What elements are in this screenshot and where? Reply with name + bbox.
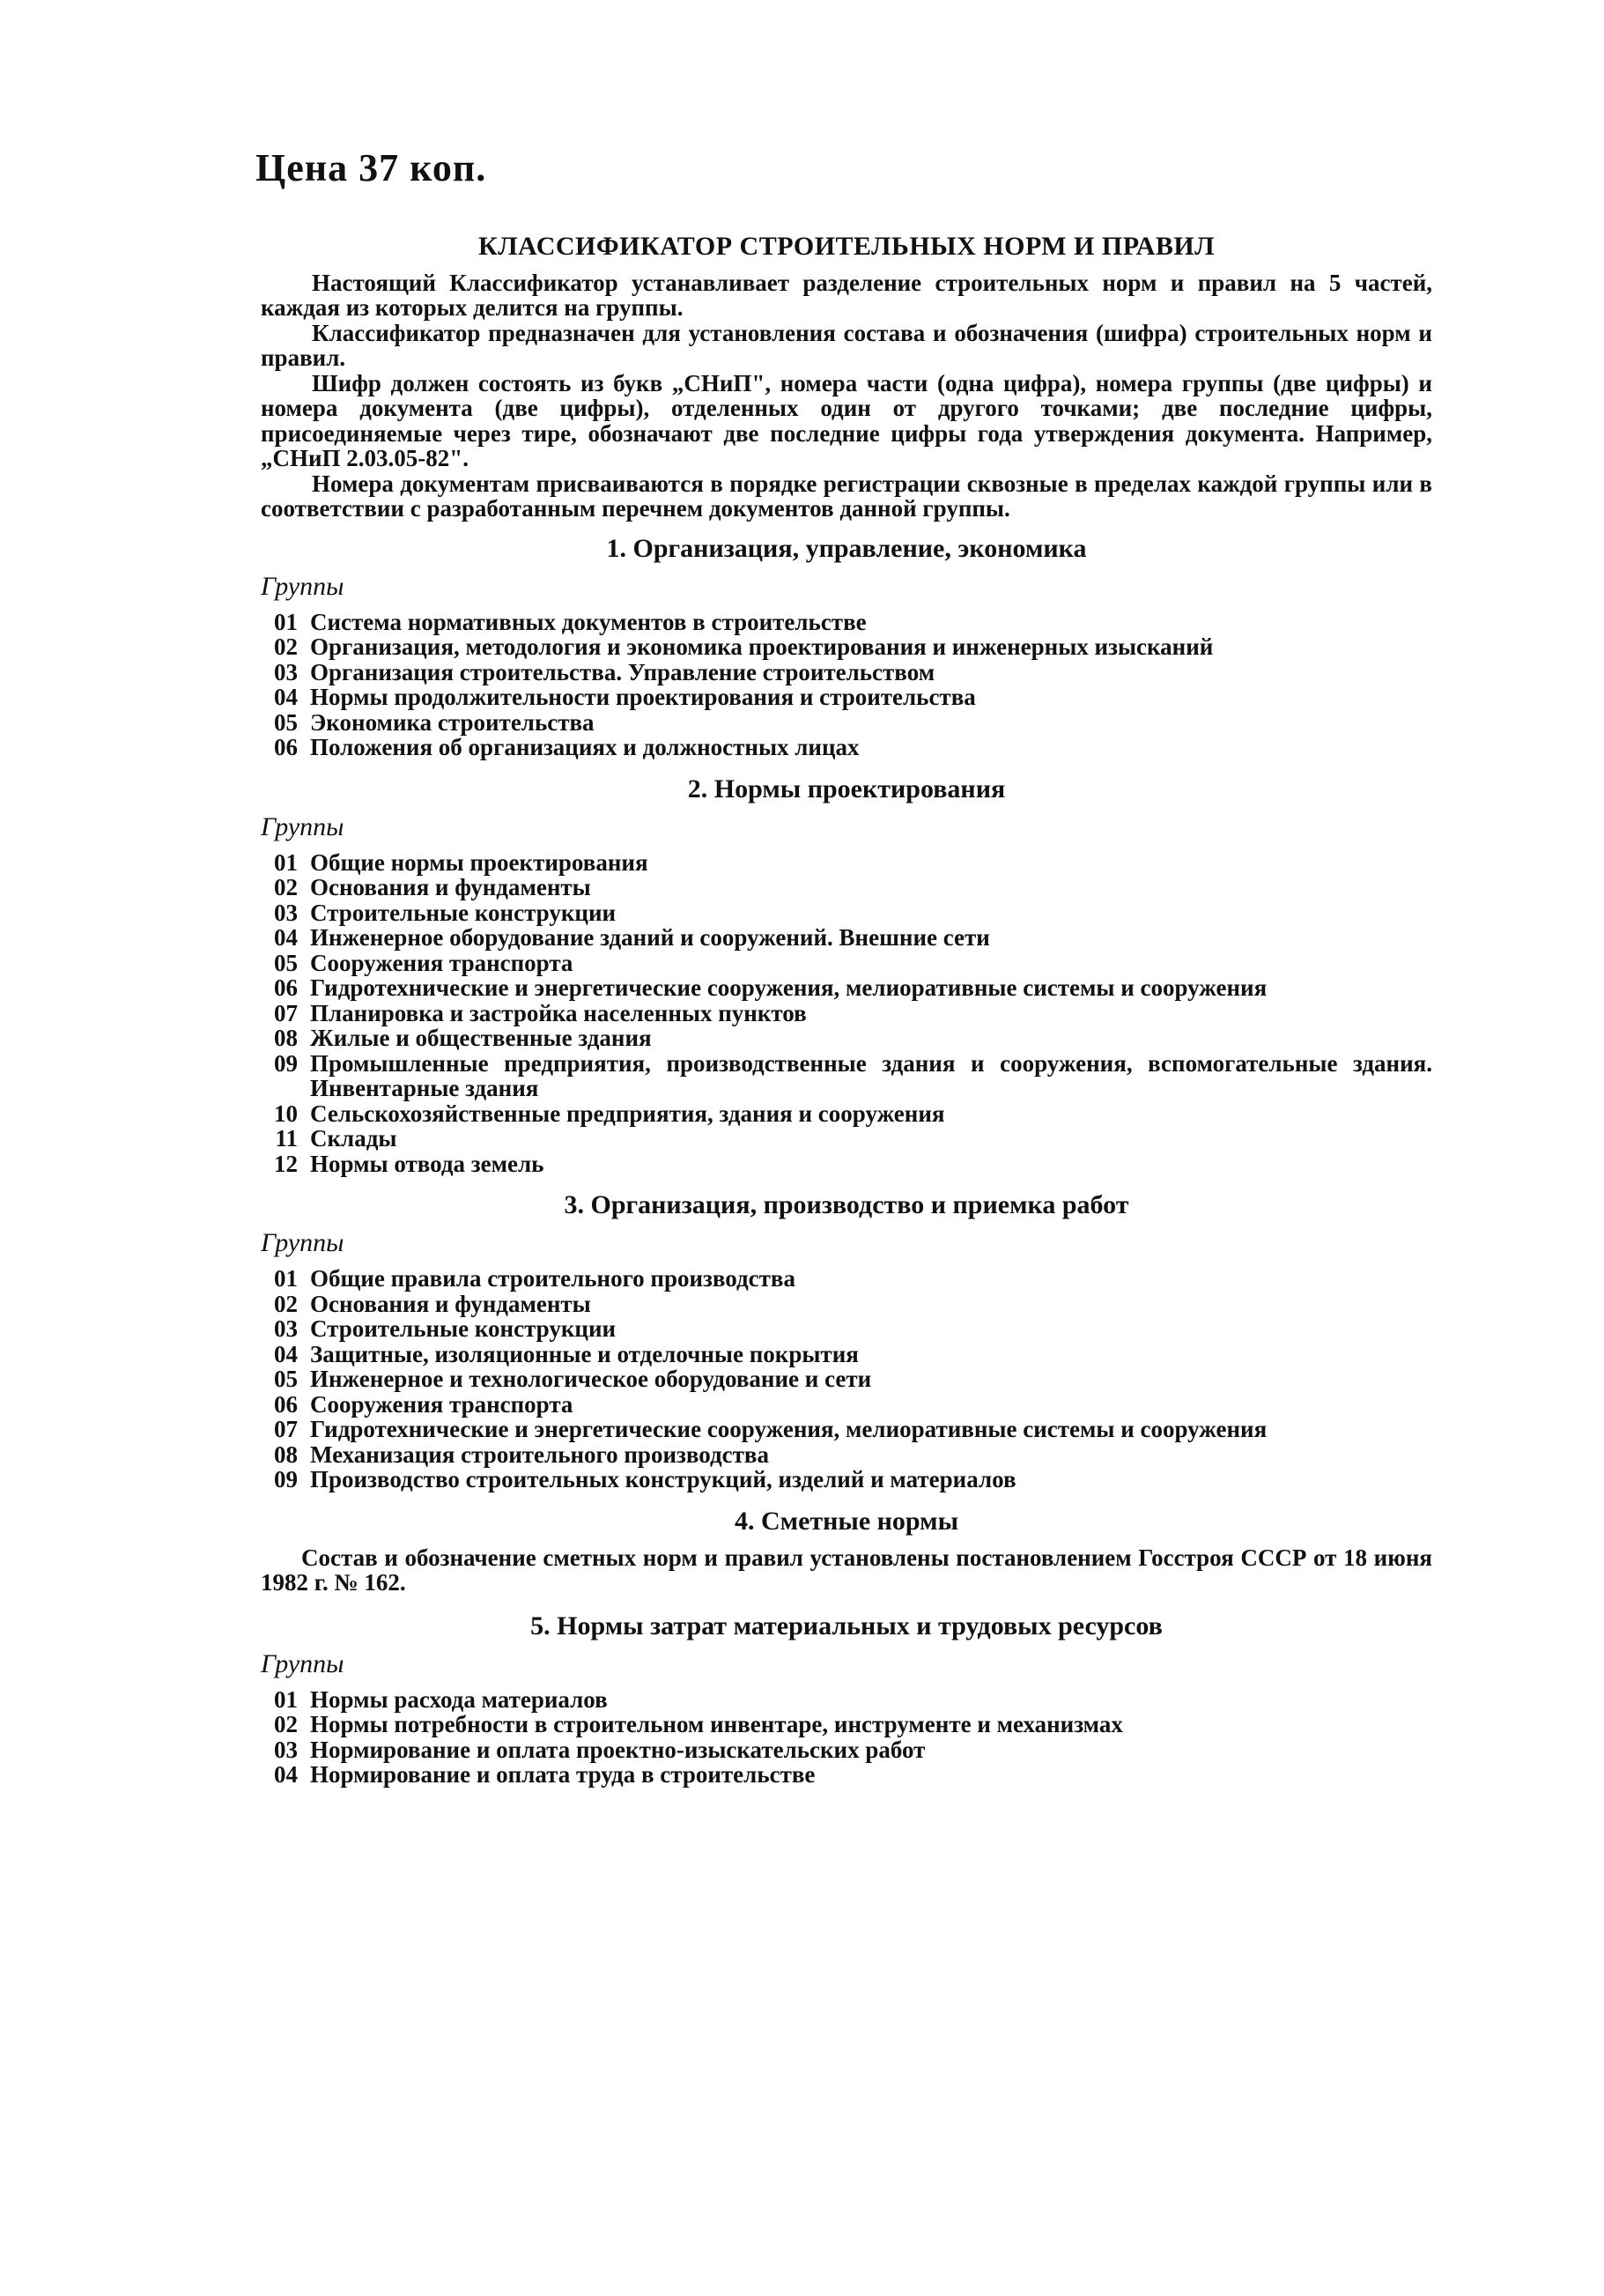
intro-paragraph: Классификатор предназначен для установления состава и обозначения (шифра) строительных норм и правил.: [261, 319, 1432, 371]
group-number: 05: [274, 708, 298, 736]
group-text: Защитные, изоляционные и отделочные покрытия: [310, 1340, 859, 1367]
group-text: Нормирование и оплата проектно-изыскательских работ: [310, 1736, 926, 1763]
group-text: Механизация строительного производства: [310, 1441, 769, 1468]
group-text: Производство строительных конструкций, изделий и материалов: [310, 1466, 1016, 1492]
group-item: [261, 1442, 1432, 1468]
document-title: КЛАССИФИКАТОР СТРОИТЕЛЬНЫХ НОРМ И ПРАВИЛ: [477, 232, 1216, 261]
section-4: [261, 1507, 1432, 1596]
group-number: 02: [274, 633, 298, 660]
group-text: Основания и фундаменты: [310, 874, 591, 900]
groups-label: Группы: [261, 1228, 344, 1257]
group-number: 03: [274, 658, 298, 685]
group-list: [261, 610, 1432, 760]
section-title: 1. Организация, управление, экономика: [606, 533, 1087, 563]
group-number: 03: [274, 899, 298, 926]
group-number: 08: [274, 1441, 298, 1468]
group-text: Сооружения транспорта: [310, 1390, 573, 1418]
group-number: 09: [274, 1049, 298, 1077]
group-item: [261, 1101, 1432, 1127]
group-number: 10: [274, 1100, 298, 1127]
group-text: Планировка и застройка населенных пунктов: [310, 999, 807, 1026]
group-item: [261, 1051, 1432, 1101]
group-item: [261, 660, 1432, 685]
group-item: [261, 875, 1432, 900]
group-number: 05: [274, 949, 298, 976]
group-item: [261, 1392, 1432, 1418]
section-3: [261, 1190, 1432, 1492]
group-text: Экономика строительства: [310, 708, 595, 736]
group-number: 11: [275, 1125, 298, 1152]
section-1: [261, 534, 1432, 760]
group-number: 05: [274, 1366, 298, 1392]
group-list: [261, 1687, 1432, 1788]
group-item: [261, 1126, 1432, 1152]
group-text: Положения об организациях и должностных лицах: [310, 734, 860, 760]
group-number: 04: [274, 684, 298, 710]
group-number: 09: [274, 1466, 298, 1492]
section-4-text: Состав и обозначение сметных норм и правил установлены постановлением Госстроя СССР от 18 июня 1982 г. № 162.: [261, 1544, 1432, 1596]
price-label: Цена 37 коп.: [255, 146, 487, 189]
group-item: [261, 1687, 1432, 1713]
group-item: [261, 1762, 1432, 1788]
section-2: [261, 774, 1432, 1177]
group-text: Общие нормы проектирования: [310, 848, 648, 876]
group-item: [261, 1342, 1432, 1367]
group-text: Нормирование и оплата труда в строительстве: [310, 1761, 816, 1788]
group-text: Общие правила строительного производства: [310, 1265, 795, 1292]
group-text: Строительные конструкции: [310, 899, 617, 926]
intro-paragraph: Шифр должен состоять из букв „СНиП", номера части (одна цифра), номера группы (две цифры) и номера документа (две цифры), отделенных один от другого точками; две последние цифры, присоединяемые через тире, обозначают две последние цифры года утверждения документа. Например, „СНиП 2.03.05-82".: [261, 369, 1432, 471]
group-item: [261, 1737, 1432, 1763]
group-item: [261, 685, 1432, 710]
section-5: [261, 1611, 1432, 1788]
group-text: Нормы потребности в строительном инвентаре, инструменте и механизмах: [310, 1711, 1123, 1737]
intro: [261, 270, 1432, 522]
group-text: Промышленные предприятия, производственные здания и сооружения, вспомогательные здания. Инвентарные здания: [310, 1049, 1432, 1101]
group-list: [261, 850, 1432, 1177]
group-item: [261, 634, 1432, 660]
group-text: Сооружения транспорта: [310, 949, 573, 976]
section-title: 5. Нормы затрат материальных и трудовых ресурсов: [530, 1611, 1163, 1641]
group-text: Организация, методология и экономика проектирования и инженерных изысканий: [310, 633, 1214, 660]
group-number: 01: [274, 608, 298, 635]
group-item: [261, 710, 1432, 736]
group-text: Инженерное и технологическое оборудование и сети: [310, 1366, 872, 1392]
group-text: Система нормативных документов в строительстве: [310, 608, 867, 635]
group-number: 04: [274, 924, 298, 951]
group-item: [261, 1001, 1432, 1026]
group-number: 03: [274, 1736, 298, 1763]
group-item: [261, 1417, 1432, 1442]
group-number: 04: [274, 1761, 298, 1788]
groups-label: Группы: [261, 811, 344, 841]
group-number: 02: [274, 1711, 298, 1737]
group-text: Строительные конструкции: [310, 1315, 617, 1342]
group-number: 03: [274, 1315, 298, 1342]
group-text: Гидротехнические и энергетические сооружения, мелиоративные системы и сооружения: [310, 1416, 1268, 1442]
group-text: Организация строительства. Управление строительством: [310, 658, 935, 685]
groups-label: Группы: [261, 1648, 344, 1678]
group-number: 04: [274, 1340, 298, 1367]
group-item: [261, 850, 1432, 876]
group-item: [261, 900, 1432, 926]
group-number: 12: [274, 1150, 298, 1177]
group-number: 07: [274, 1416, 298, 1442]
group-number: 06: [274, 1390, 298, 1418]
group-text: Гидротехнические и энергетические сооружения, мелиоративные системы и сооружения: [310, 974, 1268, 1001]
group-item: [261, 1366, 1432, 1392]
section-title: 4. Сметные нормы: [734, 1506, 959, 1536]
group-item: [261, 1292, 1432, 1317]
group-number: 02: [274, 874, 298, 900]
group-item: [261, 735, 1432, 760]
group-number: 01: [274, 1265, 298, 1292]
group-text: Нормы продолжительности проектирования и строительства: [310, 684, 976, 710]
group-list: [261, 1266, 1432, 1492]
group-text: Инженерное оборудование зданий и сооружений. Внешние сети: [310, 924, 990, 951]
group-item: [261, 1152, 1432, 1177]
group-item: [261, 925, 1432, 951]
group-item: [261, 1266, 1432, 1292]
group-number: 02: [274, 1290, 298, 1317]
group-number: 01: [274, 1685, 298, 1713]
group-number: 07: [274, 999, 298, 1026]
group-text: Нормы отвода земель: [310, 1150, 544, 1177]
group-item: [261, 951, 1432, 976]
group-item: [261, 610, 1432, 635]
group-text: Жилые и общественные здания: [310, 1025, 652, 1051]
intro-paragraph: Настоящий Классификатор устанавливает разделение строительных норм и правил на 5 частей, каждая из которых делится на группы.: [261, 269, 1432, 321]
group-number: 01: [274, 848, 298, 876]
group-text: Основания и фундаменты: [310, 1290, 591, 1317]
section-title: 2. Нормы проектирования: [687, 774, 1006, 804]
group-text: Нормы расхода материалов: [310, 1685, 608, 1713]
section-title: 3. Организация, производство и приемка работ: [564, 1190, 1129, 1219]
group-item: [261, 1316, 1432, 1342]
group-text: Склады: [310, 1125, 397, 1152]
groups-label: Группы: [261, 571, 344, 601]
intro-paragraph: Номера документам присваиваются в порядке регистрации сквозные в пределах каждой группы или в соответствии с разработанным перечнем документов данной группы.: [261, 470, 1432, 522]
document-content: [261, 234, 1432, 1788]
group-item: [261, 1467, 1432, 1492]
group-number: 06: [274, 734, 298, 760]
group-item: [261, 1026, 1432, 1051]
group-item: [261, 1712, 1432, 1737]
group-item: [261, 975, 1432, 1001]
group-number: 08: [274, 1025, 298, 1051]
group-text: Сельскохозяйственные предприятия, здания и сооружения: [310, 1100, 945, 1127]
group-number: 06: [274, 974, 298, 1001]
